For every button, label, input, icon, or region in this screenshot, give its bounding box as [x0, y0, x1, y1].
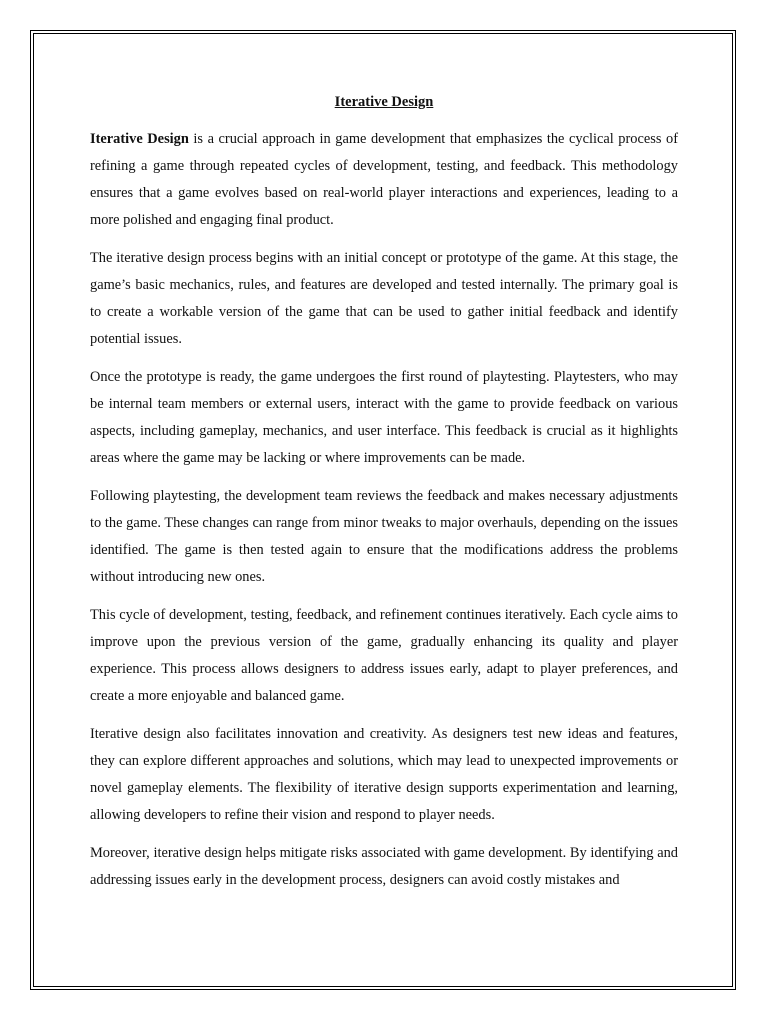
- paragraph-7: Moreover, iterative design helps mitigate risks associated with game development. By identifying and addressing issues early in the development process, designers can avoid costly mistakes and: [90, 845, 678, 888]
- lead-term: Iterative Design: [90, 131, 189, 147]
- paragraph-6: Iterative design also facilitates innovation and creativity. As designers test new ideas and features, they can explore different approaches and solutions, which may lead to unexpected improvements or novel gameplay elements. The flexibility of iterative design supports experimentation and learning, allowing developers to refine their vision and respond to player needs.: [90, 726, 678, 823]
- paragraph-1: [90, 126, 678, 234]
- paragraph-2: The iterative design process begins with an initial concept or prototype of the game. At this stage, the game’s basic mechanics, rules, and features are developed and tested internally. The primary goal is to create a workable version of the game that can be used to gather initial feedback and identify potential issues.: [90, 250, 678, 347]
- paragraph-5: This cycle of development, testing, feedback, and refinement continues iteratively. Each cycle aims to improve upon the previous version of the game, gradually enhancing its quality and player experience. This process allows designers to address issues early, adapt to player preferences, and create a more enjoyable and balanced game.: [90, 607, 678, 704]
- paragraph-1-text: is a crucial approach in game development that emphasizes the cyclical process of refining a game through repeated cycles of development, testing, and feedback. This methodology ensures that a game evolves based on real-world player interactions and experiences, leading to a more polished and engaging final product.: [90, 131, 678, 228]
- document-title: Iterative Design: [334, 94, 434, 110]
- paragraph-3: Once the prototype is ready, the game undergoes the first round of playtesting. Playtesters, who may be internal team members or external users, interact with the game to provide feedback on various aspects, including gameplay, mechanics, and user interface. This feedback is crucial as it highlights areas where the game may be lacking or where improvements can be made.: [90, 369, 678, 466]
- paragraph-4: Following playtesting, the development team reviews the feedback and makes necessary adjustments to the game. These changes can range from minor tweaks to major overhauls, depending on the issues identified. The game is then tested again to ensure that the modifications address the problems without introducing new ones.: [90, 488, 678, 585]
- document-body: [90, 92, 678, 905]
